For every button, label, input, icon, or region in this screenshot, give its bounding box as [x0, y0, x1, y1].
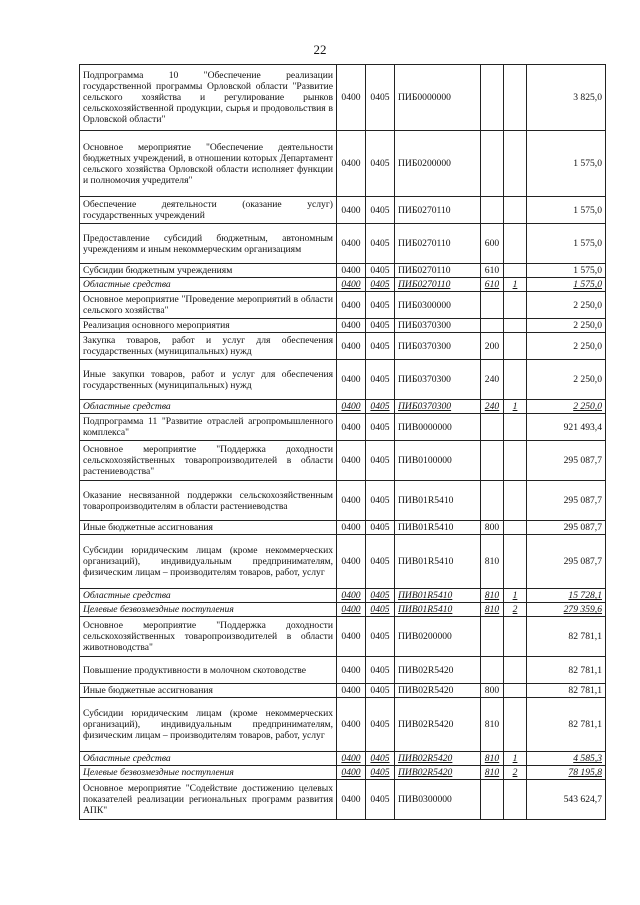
row-name-cell: Субсидии бюджетным учреждениям	[80, 264, 337, 278]
target-article-cell: ПИВ02R5420	[395, 766, 481, 780]
section-code-cell: 0400	[337, 698, 366, 752]
row-name-cell: Подпрограмма 11 "Развитие отраслей агропромышленного комплекса"	[80, 414, 337, 441]
expense-type-cell: 240	[481, 400, 504, 414]
funding-source-cell: 1	[504, 278, 527, 292]
subsection-code-cell: 0405	[366, 780, 395, 820]
target-article-cell: ПИВ01R5410	[395, 603, 481, 617]
subsection-code-cell: 0405	[366, 360, 395, 400]
row-name-cell: Иные закупки товаров, работ и услуг для обеспечения государственных (муниципальных) нужд	[80, 360, 337, 400]
target-article-cell: ПИБ0200000	[395, 131, 481, 197]
table-row	[80, 603, 606, 617]
amount-cell: 2 250,0	[527, 319, 606, 333]
row-name-cell: Областные средства	[80, 400, 337, 414]
table-row	[80, 698, 606, 752]
table-row	[80, 481, 606, 521]
funding-source-cell	[504, 684, 527, 698]
amount-cell: 1 575,0	[527, 278, 606, 292]
row-name-cell: Основное мероприятие "Содействие достижению целевых показателей реализации региональных программ развития АПК"	[80, 780, 337, 820]
section-code-cell: 0400	[337, 589, 366, 603]
section-code-cell: 0400	[337, 617, 366, 657]
subsection-code-cell: 0405	[366, 481, 395, 521]
subsection-code-cell: 0405	[366, 698, 395, 752]
expense-type-cell: 200	[481, 333, 504, 360]
section-code-cell: 0400	[337, 292, 366, 319]
table-row	[80, 131, 606, 197]
amount-cell: 1 575,0	[527, 131, 606, 197]
expense-type-cell: 810	[481, 603, 504, 617]
subsection-code-cell: 0405	[366, 414, 395, 441]
target-article-cell: ПИВ0000000	[395, 414, 481, 441]
section-code-cell: 0400	[337, 224, 366, 264]
target-article-cell: ПИВ01R5410	[395, 589, 481, 603]
section-code-cell: 0400	[337, 535, 366, 589]
amount-cell: 2 250,0	[527, 360, 606, 400]
subsection-code-cell: 0405	[366, 657, 395, 684]
row-name-cell: Субсидии юридическим лицам (кроме некоммерческих организаций), индивидуальным предпринимателям, физическим лицам – производителям товаров, работ, услуг	[80, 535, 337, 589]
expense-type-cell	[481, 319, 504, 333]
expense-type-cell: 610	[481, 264, 504, 278]
row-name-cell: Закупка товаров, работ и услуг для обеспечения государственных (муниципальных) нужд	[80, 333, 337, 360]
row-name-cell: Основное мероприятие "Обеспечение деятельности бюджетных учреждений, в отношении которых Департамент сельского хозяйства Орловской области исполняет функции и полномочия учредителя"	[80, 131, 337, 197]
target-article-cell: ПИБ0370300	[395, 319, 481, 333]
amount-cell: 82 781,1	[527, 617, 606, 657]
amount-cell: 82 781,1	[527, 698, 606, 752]
subsection-code-cell: 0405	[366, 65, 395, 131]
expense-type-cell: 810	[481, 589, 504, 603]
subsection-code-cell: 0405	[366, 224, 395, 264]
subsection-code-cell: 0405	[366, 264, 395, 278]
table-row	[80, 657, 606, 684]
expense-type-cell	[481, 780, 504, 820]
amount-cell: 295 087,7	[527, 521, 606, 535]
section-code-cell: 0400	[337, 481, 366, 521]
row-name-cell: Основное мероприятие "Поддержка доходности сельскохозяйственных товаропроизводителей в области растениеводства"	[80, 441, 337, 481]
subsection-code-cell: 0405	[366, 752, 395, 766]
target-article-cell: ПИБ0270110	[395, 278, 481, 292]
expense-type-cell: 800	[481, 684, 504, 698]
target-article-cell: ПИВ02R5420	[395, 657, 481, 684]
funding-source-cell	[504, 441, 527, 481]
section-code-cell: 0400	[337, 766, 366, 780]
row-name-cell: Иные бюджетные ассигнования	[80, 521, 337, 535]
amount-cell: 3 825,0	[527, 65, 606, 131]
expense-type-cell: 800	[481, 521, 504, 535]
section-code-cell: 0400	[337, 333, 366, 360]
subsection-code-cell: 0405	[366, 441, 395, 481]
target-article-cell: ПИВ01R5410	[395, 481, 481, 521]
subsection-code-cell: 0405	[366, 535, 395, 589]
target-article-cell: ПИВ0200000	[395, 617, 481, 657]
expense-type-cell	[481, 292, 504, 319]
section-code-cell: 0400	[337, 197, 366, 224]
target-article-cell: ПИБ0370300	[395, 360, 481, 400]
table-body	[80, 65, 606, 820]
amount-cell: 543 624,7	[527, 780, 606, 820]
section-code-cell: 0400	[337, 414, 366, 441]
funding-source-cell	[504, 224, 527, 264]
subsection-code-cell: 0405	[366, 684, 395, 698]
subsection-code-cell: 0405	[366, 400, 395, 414]
funding-source-cell	[504, 617, 527, 657]
funding-source-cell	[504, 780, 527, 820]
funding-source-cell	[504, 131, 527, 197]
section-code-cell: 0400	[337, 360, 366, 400]
row-name-cell: Областные средства	[80, 278, 337, 292]
table-row	[80, 589, 606, 603]
funding-source-cell	[504, 333, 527, 360]
expense-type-cell: 610	[481, 278, 504, 292]
target-article-cell: ПИВ0100000	[395, 441, 481, 481]
subsection-code-cell: 0405	[366, 292, 395, 319]
subsection-code-cell: 0405	[366, 197, 395, 224]
target-article-cell: ПИБ0370300	[395, 400, 481, 414]
section-code-cell: 0400	[337, 400, 366, 414]
target-article-cell: ПИБ0270110	[395, 224, 481, 264]
table-row	[80, 292, 606, 319]
target-article-cell: ПИВ01R5410	[395, 521, 481, 535]
budget-table	[79, 64, 606, 820]
target-article-cell: ПИБ0370300	[395, 333, 481, 360]
target-article-cell: ПИБ0270110	[395, 197, 481, 224]
section-code-cell: 0400	[337, 278, 366, 292]
amount-cell: 921 493,4	[527, 414, 606, 441]
amount-cell: 295 087,7	[527, 481, 606, 521]
subsection-code-cell: 0405	[366, 521, 395, 535]
subsection-code-cell: 0405	[366, 766, 395, 780]
row-name-cell: Областные средства	[80, 752, 337, 766]
target-article-cell: ПИВ02R5420	[395, 698, 481, 752]
table-row	[80, 319, 606, 333]
target-article-cell: ПИБ0000000	[395, 65, 481, 131]
section-code-cell: 0400	[337, 264, 366, 278]
target-article-cell: ПИВ01R5410	[395, 535, 481, 589]
target-article-cell: ПИВ02R5420	[395, 752, 481, 766]
section-code-cell: 0400	[337, 65, 366, 131]
funding-source-cell	[504, 414, 527, 441]
subsection-code-cell: 0405	[366, 603, 395, 617]
funding-source-cell: 2	[504, 603, 527, 617]
section-code-cell: 0400	[337, 657, 366, 684]
expense-type-cell	[481, 481, 504, 521]
page-number: 22	[313, 42, 327, 57]
row-name-cell: Основное мероприятие "Поддержка доходности сельскохозяйственных товаропроизводителей в области животноводства"	[80, 617, 337, 657]
row-name-cell: Реализация основного мероприятия	[80, 319, 337, 333]
funding-source-cell	[504, 292, 527, 319]
table-row	[80, 197, 606, 224]
amount-cell: 78 195,8	[527, 766, 606, 780]
row-name-cell: Повышение продуктивности в молочном скотоводстве	[80, 657, 337, 684]
amount-cell: 1 575,0	[527, 197, 606, 224]
table-row	[80, 264, 606, 278]
subsection-code-cell: 0405	[366, 617, 395, 657]
subsection-code-cell: 0405	[366, 319, 395, 333]
expense-type-cell	[481, 197, 504, 224]
expense-type-cell	[481, 657, 504, 684]
section-code-cell: 0400	[337, 752, 366, 766]
amount-cell: 295 087,7	[527, 441, 606, 481]
table-row	[80, 684, 606, 698]
table-row	[80, 521, 606, 535]
section-code-cell: 0400	[337, 319, 366, 333]
amount-cell: 2 250,0	[527, 292, 606, 319]
table-row	[80, 414, 606, 441]
table-row	[80, 617, 606, 657]
funding-source-cell	[504, 657, 527, 684]
table-row	[80, 780, 606, 820]
section-code-cell: 0400	[337, 603, 366, 617]
funding-source-cell: 1	[504, 589, 527, 603]
expense-type-cell	[481, 441, 504, 481]
row-name-cell: Иные бюджетные ассигнования	[80, 684, 337, 698]
amount-cell: 82 781,1	[527, 657, 606, 684]
amount-cell: 1 575,0	[527, 264, 606, 278]
funding-source-cell	[504, 535, 527, 589]
funding-source-cell	[504, 65, 527, 131]
expense-type-cell: 810	[481, 766, 504, 780]
table-row	[80, 333, 606, 360]
expense-type-cell	[481, 617, 504, 657]
amount-cell: 279 359,6	[527, 603, 606, 617]
target-article-cell: ПИБ0270110	[395, 264, 481, 278]
section-code-cell: 0400	[337, 521, 366, 535]
table-row	[80, 441, 606, 481]
expense-type-cell: 810	[481, 535, 504, 589]
target-article-cell: ПИВ02R5420	[395, 684, 481, 698]
amount-cell: 15 728,1	[527, 589, 606, 603]
funding-source-cell	[504, 481, 527, 521]
amount-cell: 2 250,0	[527, 400, 606, 414]
table-row	[80, 224, 606, 264]
section-code-cell: 0400	[337, 131, 366, 197]
expense-type-cell	[481, 414, 504, 441]
expense-type-cell: 810	[481, 698, 504, 752]
subsection-code-cell: 0405	[366, 333, 395, 360]
funding-source-cell	[504, 264, 527, 278]
expense-type-cell: 600	[481, 224, 504, 264]
row-name-cell: Предоставление субсидий бюджетным, автономным учреждениям и иным некоммерческим организациям	[80, 224, 337, 264]
expense-type-cell: 810	[481, 752, 504, 766]
table-row	[80, 278, 606, 292]
subsection-code-cell: 0405	[366, 278, 395, 292]
amount-cell: 82 781,1	[527, 684, 606, 698]
table-row	[80, 766, 606, 780]
row-name-cell: Целевые безвозмездные поступления	[80, 766, 337, 780]
amount-cell: 1 575,0	[527, 224, 606, 264]
table-row	[80, 535, 606, 589]
section-code-cell: 0400	[337, 441, 366, 481]
funding-source-cell: 2	[504, 766, 527, 780]
row-name-cell: Оказание несвязанной поддержки сельскохозяйственным товаропроизводителям в области растениеводства	[80, 481, 337, 521]
section-code-cell: 0400	[337, 684, 366, 698]
row-name-cell: Подпрограмма 10 "Обеспечение реализации государственной программы Орловской области "Развитие сельского хозяйства и регулирование рынков сельскохозяйственной продукции, сырья и продовольствия в Орловской области"	[80, 65, 337, 131]
funding-source-cell	[504, 319, 527, 333]
expense-type-cell: 240	[481, 360, 504, 400]
target-article-cell: ПИБ0300000	[395, 292, 481, 319]
table-row	[80, 360, 606, 400]
funding-source-cell	[504, 360, 527, 400]
row-name-cell: Обеспечение деятельности (оказание услуг) государственных учреждений	[80, 197, 337, 224]
row-name-cell: Целевые безвозмездные поступления	[80, 603, 337, 617]
subsection-code-cell: 0405	[366, 589, 395, 603]
section-code-cell: 0400	[337, 780, 366, 820]
funding-source-cell	[504, 197, 527, 224]
table-row	[80, 400, 606, 414]
amount-cell: 295 087,7	[527, 535, 606, 589]
funding-source-cell	[504, 521, 527, 535]
subsection-code-cell: 0405	[366, 131, 395, 197]
funding-source-cell: 1	[504, 400, 527, 414]
expense-type-cell	[481, 131, 504, 197]
table-row	[80, 752, 606, 766]
table-row	[80, 65, 606, 131]
funding-source-cell	[504, 698, 527, 752]
target-article-cell: ПИВ0300000	[395, 780, 481, 820]
row-name-cell: Областные средства	[80, 589, 337, 603]
row-name-cell: Субсидии юридическим лицам (кроме некоммерческих организаций), индивидуальным предпринимателям, физическим лицам – производителям товаров, работ, услуг	[80, 698, 337, 752]
amount-cell: 4 585,3	[527, 752, 606, 766]
amount-cell: 2 250,0	[527, 333, 606, 360]
funding-source-cell: 1	[504, 752, 527, 766]
expense-type-cell	[481, 65, 504, 131]
row-name-cell: Основное мероприятие "Проведение мероприятий в области сельского хозяйства"	[80, 292, 337, 319]
